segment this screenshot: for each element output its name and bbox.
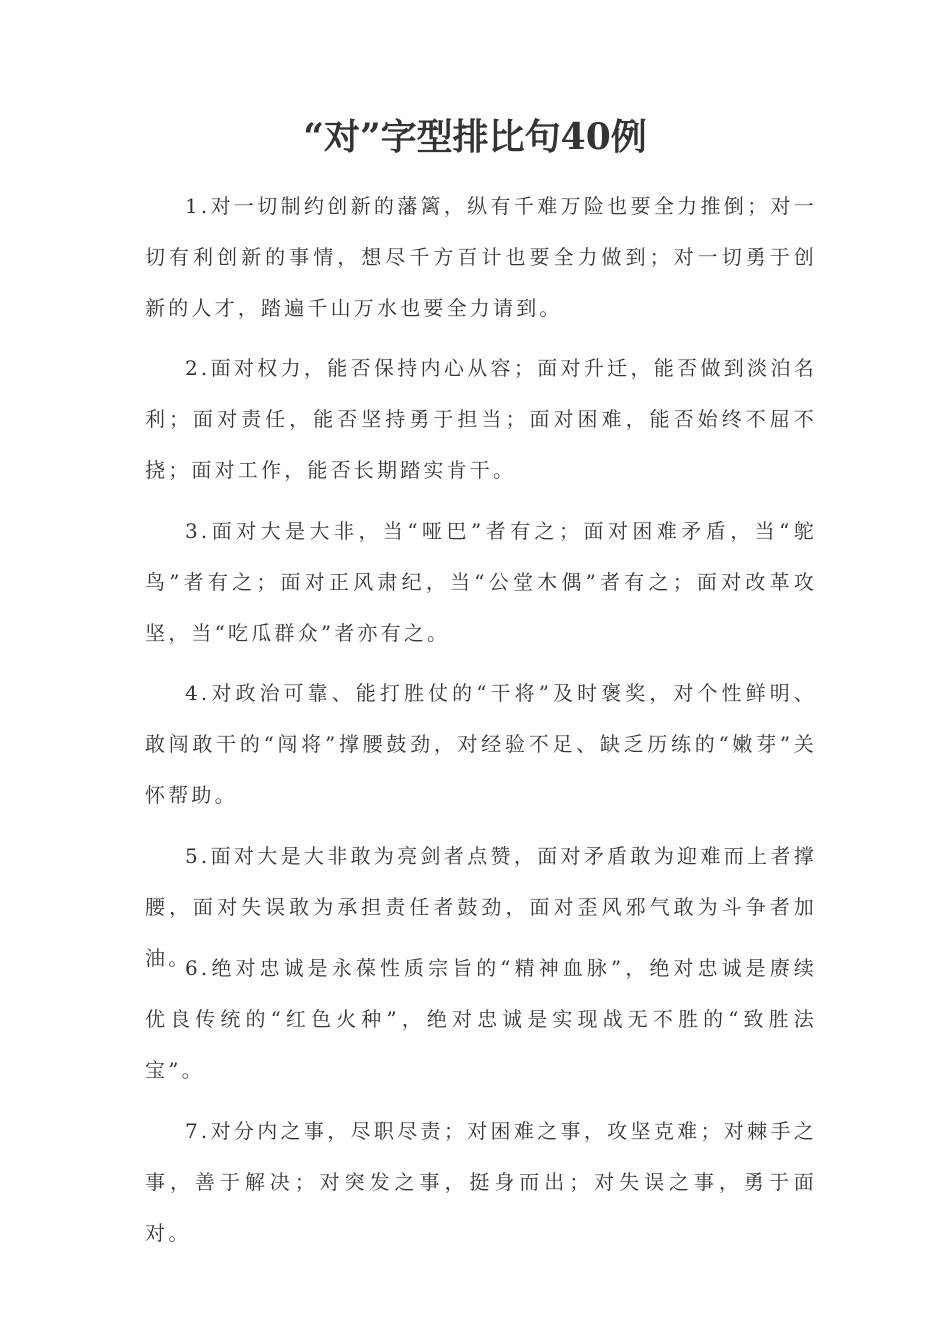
paragraph-5: 5.面对大是大非敢为亮剑者点赞，面对矛盾敢为迎难而上者撑腰，面对失误敢为承担责任者鼓劲，面对歪风邪气敢为斗争者加油。 xyxy=(145,844,817,970)
document-title: “对”字型排比句40例 xyxy=(303,116,647,158)
paragraph-2: 2.面对权力，能否保持内心从容；面对升迁，能否做到淡泊名利；面对责任，能否坚持勇于担当；面对困难，能否始终不屈不挠；面对工作，能否长期踏实肯干。 xyxy=(145,356,817,482)
paragraph-3: 3.面对大是大非，当“哑巴”者有之；面对困难矛盾，当“鸵鸟”者有之；面对正风肃纪，当“公堂木偶”者有之；面对改革攻坚，当“吃瓜群众”者亦有之。 xyxy=(145,519,817,645)
paragraph-4: 4.对政治可靠、能打胜仗的“干将”及时褒奖，对个性鲜明、敢闯敢干的“闯将”撑腰鼓劲，对经验不足、缺乏历练的“嫩芽”关怀帮助。 xyxy=(145,681,817,807)
paragraph-6: 6.绝对忠诚是永葆性质宗旨的“精神血脉”，绝对忠诚是赓续优良传统的“红色火种”，绝对忠诚是实现战无不胜的“致胜法宝”。 xyxy=(145,956,817,1082)
paragraph-1: 1.对一切制约创新的藩篱，纵有千难万险也要全力推倒；对一切有利创新的事情，想尽千方百计也要全力做到；对一切勇于创新的人才，踏遍千山万水也要全力请到。 xyxy=(145,194,817,320)
paragraph-7: 7.对分内之事，尽职尽责；对困难之事，攻坚克难；对棘手之事，善于解决；对突发之事，挺身而出；对失误之事，勇于面对。 xyxy=(145,1119,817,1245)
